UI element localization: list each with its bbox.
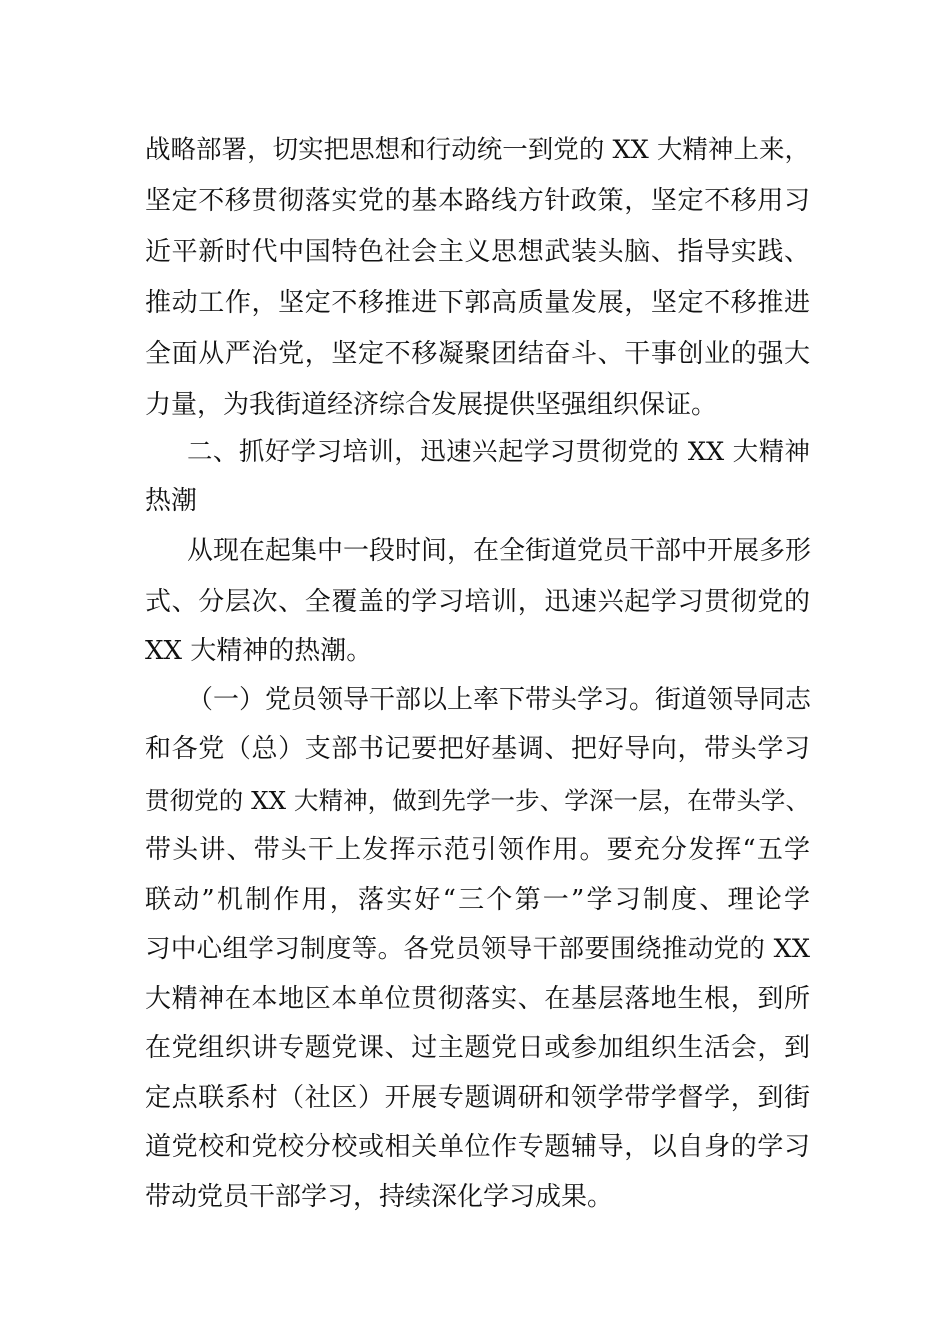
paragraph-4-line-11: 带动党员干部学习，持续深化学习成果。	[145, 1182, 614, 1212]
paragraph-4-line-6: 习中心组学习制度等。各党员领导干部要围绕推动党的 XX	[145, 934, 810, 964]
paragraph-3-line-1: 从现在起集中一段时间，在全街道党员干部中开展多形	[187, 536, 812, 566]
paragraph-3-line-3: XX 大精神的热潮。	[145, 636, 373, 666]
paragraph-4-line-7: 大精神在本地区本单位贯彻落实、在基层落地生根，到所	[145, 984, 810, 1014]
paragraph-1-line-1: 战略部署，切实把思想和行动统一到党的 XX 大精神上来，	[145, 135, 810, 165]
paragraph-4-line-10: 道党校和党校分校或相关单位作专题辅导，以自身的学习	[145, 1132, 810, 1162]
paragraph-1-line-2: 坚定不移贯彻落实党的基本路线方针政策，坚定不移用习	[145, 186, 810, 216]
section-heading-line-1: 二、抓好学习培训，迅速兴起学习贯彻党的 XX 大精神	[187, 437, 810, 467]
paragraph-1-line-6: 力量，为我街道经济综合发展提供坚强组织保证。	[145, 390, 718, 420]
paragraph-4-line-9: 定点联系村（社区）开展专题调研和领学带学督学，到街	[145, 1083, 810, 1113]
paragraph-1-line-3: 近平新时代中国特色社会主义思想武装头脑、指导实践、	[145, 237, 810, 267]
paragraph-4-line-4: 带头讲、带头干上发挥示范引领作用。要充分发挥“五学	[145, 835, 810, 865]
paragraph-1-line-5: 全面从严治党，坚定不移凝聚团结奋斗、干事创业的强大	[145, 339, 810, 369]
paragraph-4-line-5: 联动”机制作用，落实好“三个第一”学习制度、理论学	[145, 885, 810, 915]
paragraph-4-line-1: （一）党员领导干部以上率下带头学习。街道领导同志	[187, 685, 812, 715]
paragraph-4-line-3: 贯彻党的 XX 大精神，做到先学一步、学深一层，在带头学、	[145, 786, 810, 815]
paragraph-4-line-2: 和各党（总）支部书记要把好基调、把好导向，带头学习	[145, 734, 810, 764]
paragraph-3-line-2: 式、分层次、全覆盖的学习培训，迅速兴起学习贯彻党的	[145, 587, 810, 617]
section-heading-line-2: 热潮	[145, 486, 198, 516]
paragraph-4-line-8: 在党组织讲专题党课、过主题党日或参加组织生活会，到	[145, 1033, 810, 1063]
paragraph-1-line-4: 推动工作，坚定不移推进下郭高质量发展，坚定不移推进	[145, 288, 810, 318]
